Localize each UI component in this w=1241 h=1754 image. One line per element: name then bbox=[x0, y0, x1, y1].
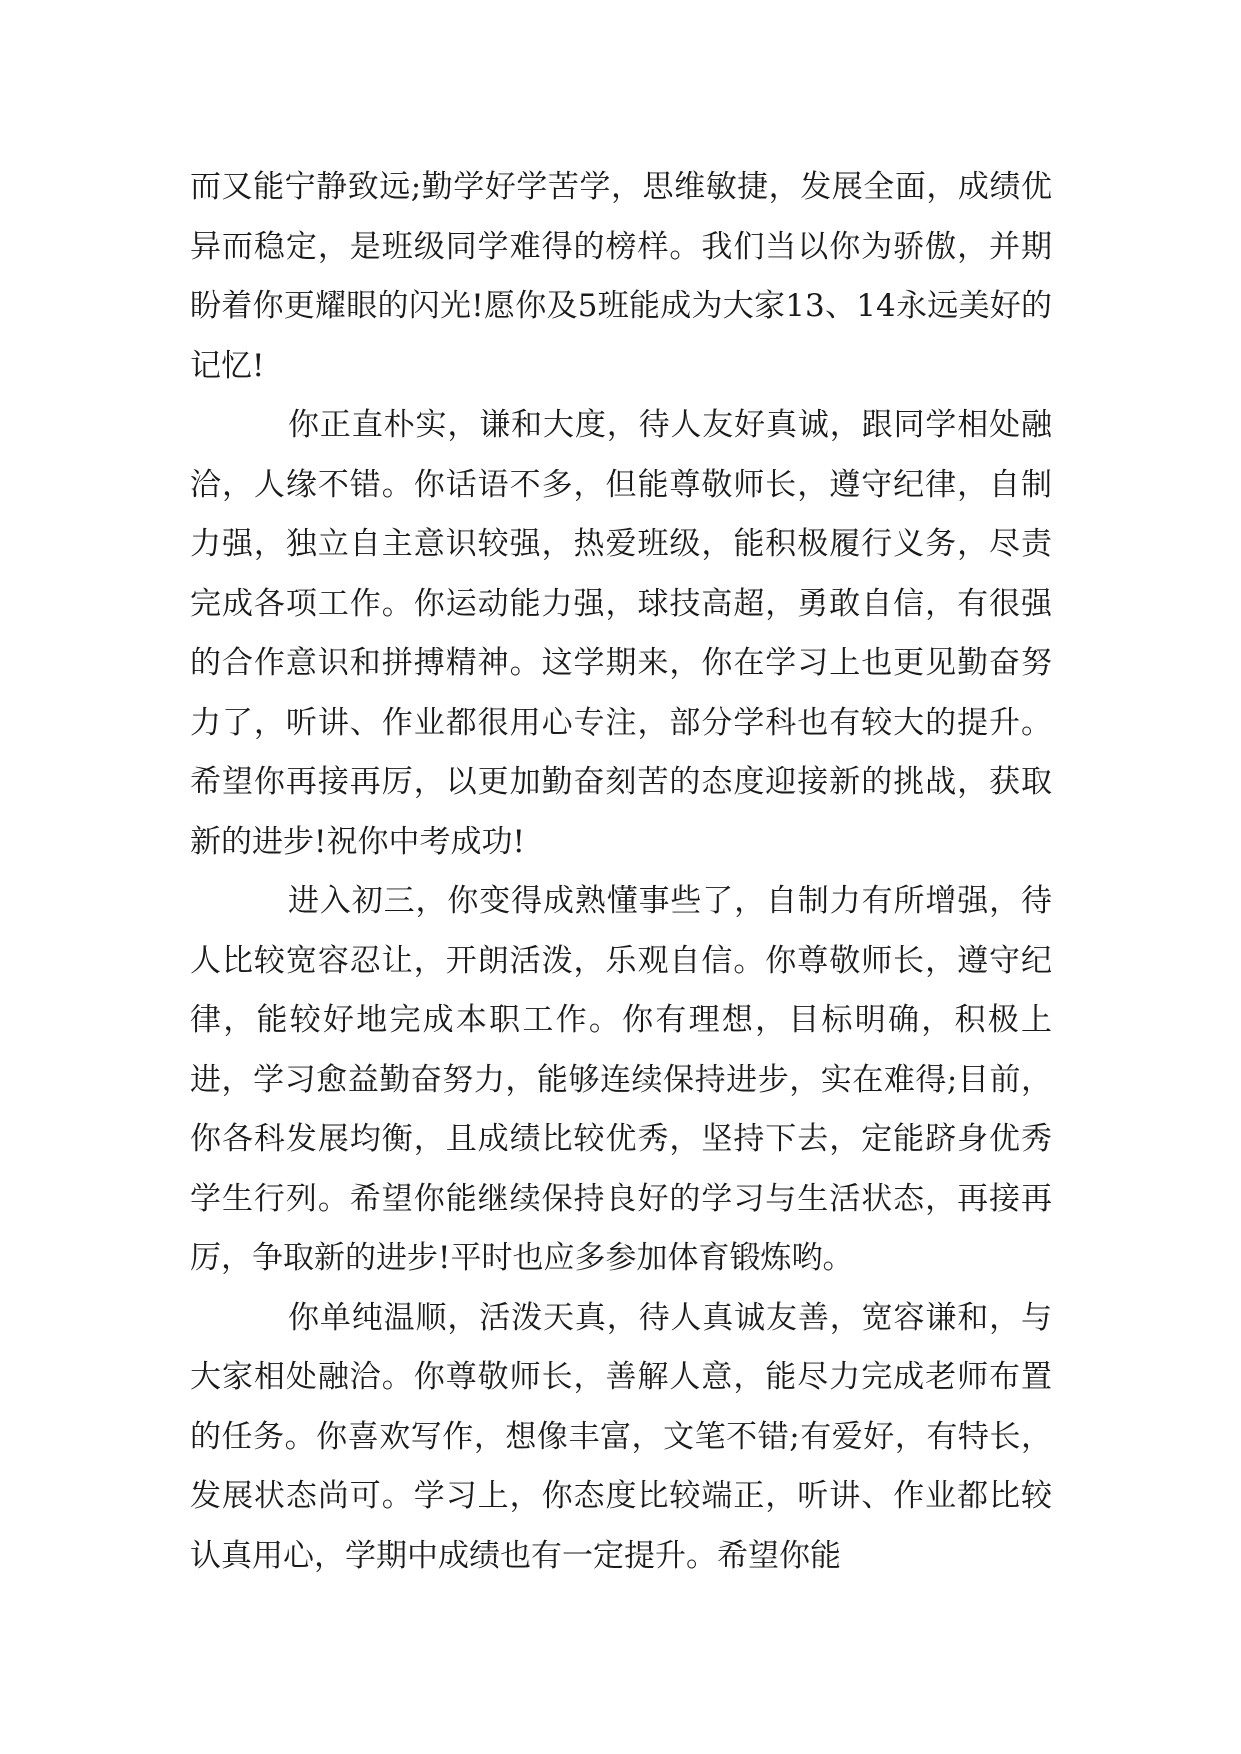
paragraph-comment-4: 你单纯温顺，活泼天真，待人真诚友善，宽容谦和，与大家相处融洽。你尊敬师长，善解人意，能尽力完成老师布置的任务。你喜欢写作，想像丰富，文笔不错;有爱好，有特长，发展状态尚可。学习上，你态度比较端正，听讲、作业都比较认真用心，学期中成绩也有一定提升。希望你能 bbox=[190, 1299, 1052, 1574]
paragraph-comment-3: 进入初三，你变得成熟懂事些了，自制力有所增强，待人比较宽容忍让，开朗活泼，乐观自信。你尊敬师长，遵守纪律，能较好地完成本职工作。你有理想，目标明确，积极上进，学习愈益勤奋努力，能够连续保持进步，实在难得;目前，你各科发展均衡，且成绩比较优秀，坚持下去，定能跻身优秀学生行列。希望你能继续保持良好的学习与生活状态，再接再厉，争取新的进步!平时也应多参加体育锻炼哟。 bbox=[190, 883, 1052, 1276]
paragraph-continued: 而又能宁静致远;勤学好学苦学，思维敏捷，发展全面，成绩优异而稳定，是班级同学难得的榜样。我们当以你为骄傲，并期盼着你更耀眼的闪光!愿你及5班能成为大家13、14永远美好的记忆! bbox=[190, 169, 1052, 384]
paragraph-comment-2: 你正直朴实，谦和大度，待人友好真诚，跟同学相处融洽，人缘不错。你话语不多，但能尊敬师长，遵守纪律，自制力强，独立自主意识较强，热爱班级，能积极履行义务，尽责完成各项工作。你运动能力强，球技高超，勇敢自信，有很强的合作意识和拼搏精神。这学期来，你在学习上也更见勤奋努力了，听讲、作业都很用心专注，部分学科也有较大的提升。希望你再接再厉，以更加勤奋刻苦的态度迎接新的挑战，获取新的进步!祝你中考成功! bbox=[190, 407, 1052, 860]
document-body bbox=[190, 158, 1052, 1586]
